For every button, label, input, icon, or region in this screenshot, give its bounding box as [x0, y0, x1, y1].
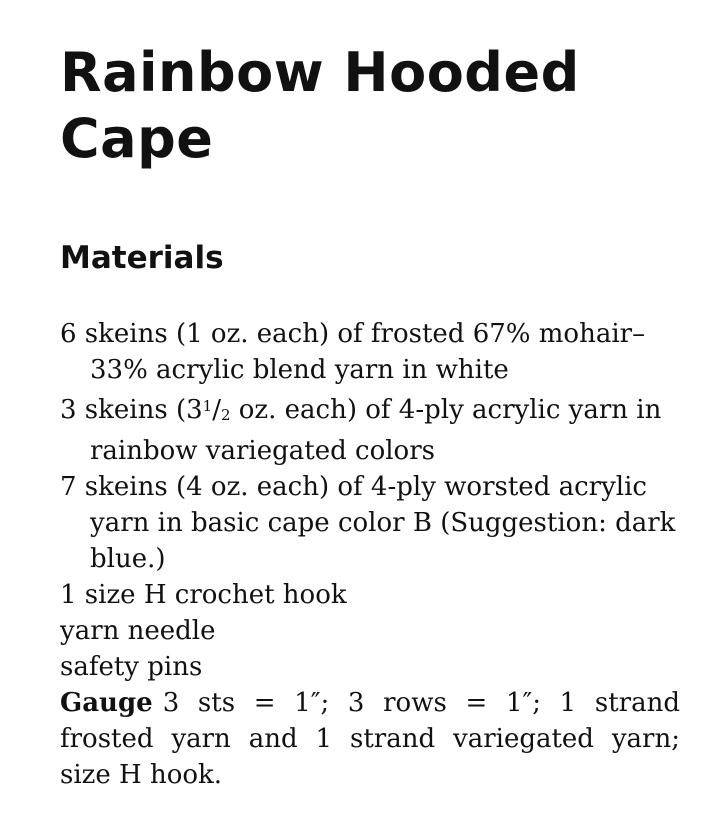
fraction-numerator: 1 [202, 397, 213, 415]
gauge-label: Gauge [60, 688, 153, 718]
materials-item-yarn-needle: yarn needle [60, 616, 216, 646]
materials-item-crochet-hook: 1 size H crochet hook [60, 580, 347, 610]
gauge-text: 3 sts = 1″; 3 rows = 1″; 1 strand frosted yarn and 1 strand variegated yarn; size H hook. [60, 688, 680, 790]
fraction-denominator: 2 [220, 406, 231, 424]
title-line-1: Rainbow Hooded [60, 41, 580, 104]
rainbow-yarn-text-after: oz. each) of 4-ply acrylic yarn in rainbow variegated colors [90, 395, 662, 466]
gauge-paragraph [60, 685, 680, 793]
fraction-slash: / [212, 395, 221, 425]
materials-list [60, 316, 680, 685]
rainbow-yarn-text-before: 3 skeins (3 [60, 395, 203, 425]
document-page [60, 40, 680, 793]
materials-heading: Materials [60, 240, 224, 276]
materials-item-rainbow-yarn [60, 388, 680, 469]
materials-item-worsted-yarn: 7 skeins (4 oz. each) of 4-ply worsted acrylic yarn in basic cape color B (Suggestion: dark blue.) [60, 472, 676, 574]
materials-item-frosted-yarn: 6 skeins (1 oz. each) of frosted 67% mohair–33% acrylic blend yarn in white [60, 319, 646, 385]
page-title [60, 40, 680, 172]
title-line-2: Cape [60, 107, 214, 170]
materials-item-safety-pins: safety pins [60, 652, 203, 682]
